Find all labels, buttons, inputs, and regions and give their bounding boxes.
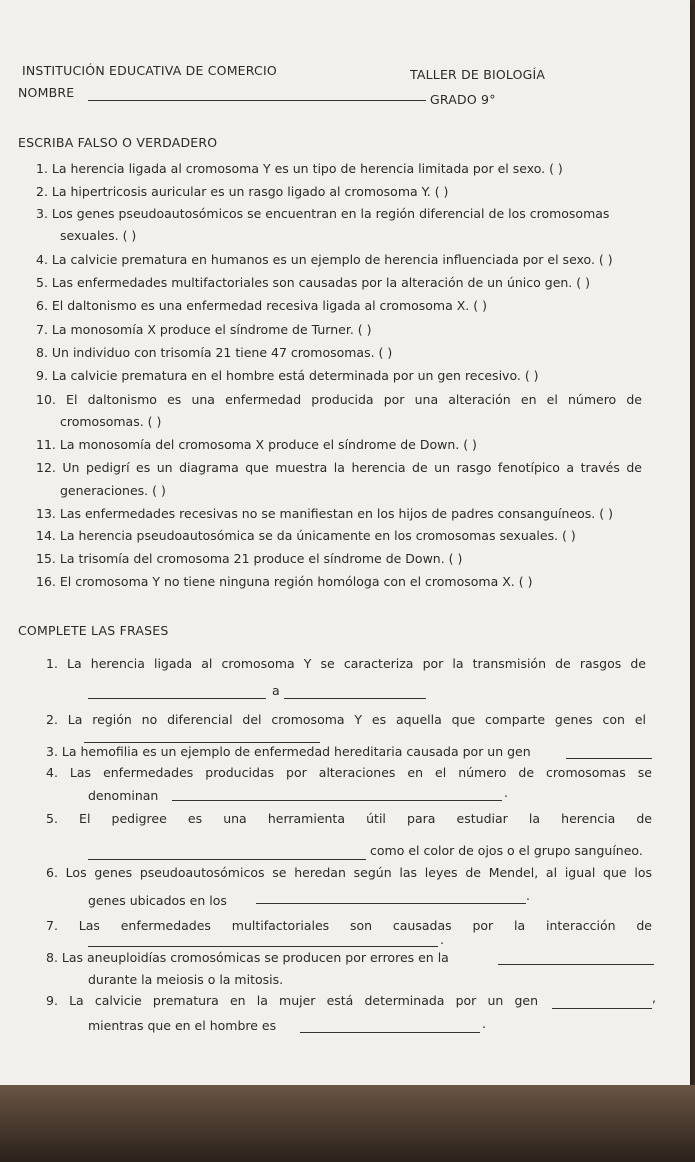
tf-item-16[interactable]: 16. El cromosoma Y no tiene ninguna región homóloga con el cromosoma X. ( ) <box>36 574 533 589</box>
tf-item-14[interactable]: 14. La herencia pseudoautosómica se da únicamente en los cromosomas sexuales. ( ) <box>36 528 576 543</box>
complete-1-blank-b[interactable] <box>284 698 426 699</box>
complete-item-7: 7. Las enfermedades multifactoriales son causadas por la interacción de <box>46 918 652 933</box>
complete-item-1: 1. La herencia ligada al cromosoma Y se caracteriza por la transmisión de rasgos de <box>46 656 646 671</box>
tf-item-2[interactable]: 2. La hipertricosis auricular es un rasgo ligado al cromosoma Y. ( ) <box>36 184 449 199</box>
name-blank[interactable] <box>88 100 426 101</box>
tf-item-8[interactable]: 8. Un individuo con trisomía 21 tiene 47 cromosomas. ( ) <box>36 345 393 360</box>
true-false-title: ESCRIBA FALSO O VERDADERO <box>18 135 218 150</box>
tf-item-11[interactable]: 11. La monosomía del cromosoma X produce el síndrome de Down. ( ) <box>36 437 477 452</box>
desk-background <box>0 1085 695 1162</box>
complete-9-comma: , <box>652 990 656 1005</box>
complete-4-cont: denominan <box>88 788 159 803</box>
tf-item-7[interactable]: 7. La monosomía X produce el síndrome de Turner. ( ) <box>36 322 372 337</box>
complete-item-4: 4. Las enfermedades producidas por alteraciones en el número de cromosomas se <box>46 765 652 780</box>
complete-5-blank[interactable] <box>88 859 366 860</box>
name-label: NOMBRE <box>18 85 75 100</box>
complete-8-blank[interactable] <box>498 964 654 965</box>
grade-label: GRADO 9° <box>430 92 496 107</box>
complete-6-blank[interactable] <box>256 903 526 904</box>
tf-item-10[interactable]: 10. El daltonismo es una enfermedad producida por una alteración en el número de <box>36 392 642 407</box>
tf-item-12[interactable]: 12. Un pedigrí es un diagrama que muestra la herencia de un rasgo fenotípico a través de <box>36 460 642 475</box>
complete-item-9: 9. La calvicie prematura en la mujer está determinada por un gen <box>46 993 538 1008</box>
workshop-title: TALLER DE BIOLOGÍA <box>410 67 546 82</box>
complete-9-period: . <box>482 1016 486 1031</box>
complete-item-8: 8. Las aneuploidías cromosómicas se producen por errores en la <box>46 950 449 965</box>
complete-item-6: 6. Los genes pseudoautosómicos se heredan según las leyes de Mendel, al igual que los <box>46 865 652 880</box>
complete-6-period: . <box>526 888 530 903</box>
complete-1-blank-a[interactable] <box>88 698 266 699</box>
complete-1-connector: a <box>272 683 280 698</box>
tf-item-3-cont[interactable]: sexuales. ( ) <box>60 228 137 243</box>
tf-item-12-cont[interactable]: generaciones. ( ) <box>60 483 166 498</box>
complete-item-2: 2. La región no diferencial del cromosoma Y es aquella que comparte genes con el <box>46 712 646 727</box>
tf-item-15[interactable]: 15. La trisomía del cromosoma 21 produce el síndrome de Down. ( ) <box>36 551 463 566</box>
tf-item-13[interactable]: 13. Las enfermedades recesivas no se manifiestan en los hijos de padres consanguíneos. ( ) <box>36 506 613 521</box>
tf-item-5[interactable]: 5. Las enfermedades multifactoriales son causadas por la alteración de un único gen. ( ) <box>36 275 590 290</box>
complete-title: COMPLETE LAS FRASES <box>18 623 169 638</box>
complete-7-period: . <box>440 932 444 947</box>
tf-item-3[interactable]: 3. Los genes pseudoautosómicos se encuentran en la región diferencial de los cromosomas <box>36 206 610 221</box>
complete-2-blank[interactable] <box>84 742 320 743</box>
tf-item-1[interactable]: 1. La herencia ligada al cromosoma Y es un tipo de herencia limitada por el sexo. ( ) <box>36 161 563 176</box>
institution-name: INSTITUCIÓN EDUCATIVA DE COMERCIO <box>22 63 277 78</box>
complete-item-5: 5. El pedigree es una herramienta útil para estudiar la herencia de <box>46 811 652 826</box>
complete-4-blank[interactable] <box>172 800 502 801</box>
complete-6-cont: genes ubicados en los <box>88 893 227 908</box>
tf-item-9[interactable]: 9. La calvicie prematura en el hombre está determinada por un gen recesivo. ( ) <box>36 368 539 383</box>
complete-9-blank-a[interactable] <box>552 1008 652 1009</box>
complete-8-cont: durante la meiosis o la mitosis. <box>88 972 284 987</box>
complete-7-blank[interactable] <box>88 946 438 947</box>
tf-item-10-cont[interactable]: cromosomas. ( ) <box>60 414 162 429</box>
complete-5-cont: como el color de ojos o el grupo sanguíneo. <box>370 843 643 858</box>
complete-9-blank-b[interactable] <box>300 1032 480 1033</box>
tf-item-4[interactable]: 4. La calvicie prematura en humanos es un ejemplo de herencia influenciada por el sexo. ( ) <box>36 252 613 267</box>
complete-item-3: 3. La hemofilia es un ejemplo de enfermedad hereditaria causada por un gen <box>46 744 531 759</box>
complete-9-cont: mientras que en el hombre es <box>88 1018 277 1033</box>
complete-3-blank[interactable] <box>566 758 652 759</box>
complete-4-period: . <box>504 785 508 800</box>
tf-item-6[interactable]: 6. El daltonismo es una enfermedad recesiva ligada al cromosoma X. ( ) <box>36 298 487 313</box>
